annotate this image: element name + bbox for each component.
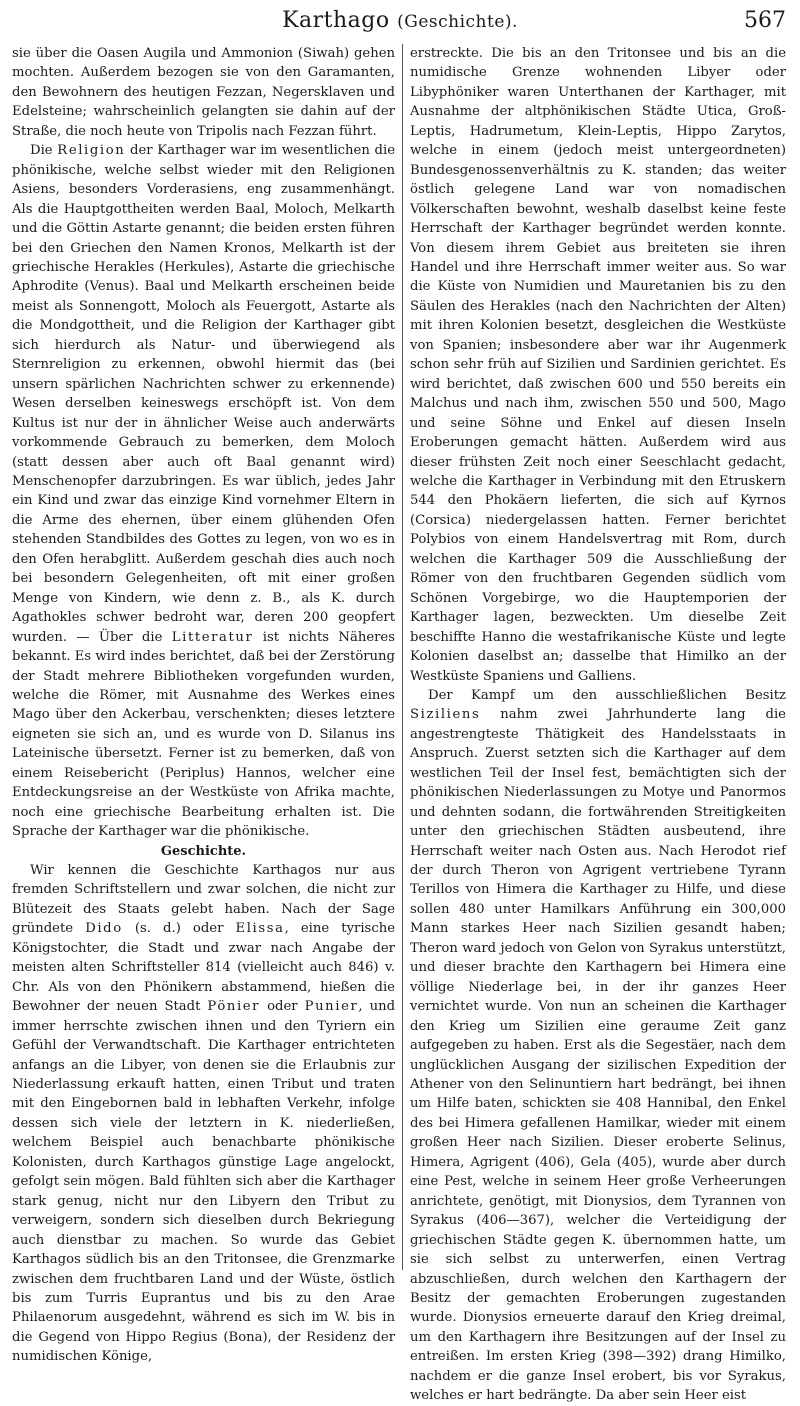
running-title-main: Karthago (282, 8, 390, 33)
running-title (0, 8, 800, 33)
running-title-sub: (Geschichte). (397, 12, 518, 32)
term-punier: Punier (304, 999, 359, 1015)
section-heading-geschichte: Geschichte. (160, 843, 247, 859)
paragraph-history-founding: Wir kennen die Geschichte Karthagos nur aus fremden Schriftstellern und zwar solchen, die nicht zur Blütezeit des Staats gelebt haben. Nach der Sage gründete Dido (s. d.) oder Elissa, eine tyrische Königstochter, die Stadt und zwar nach Angabe der meisten alten Schriftsteller 814 (vielleicht auch 846) v. Chr. Als von den Phönikern abstammend, hießen die Bewohner der neuen Stadt Pönier oder Punier, und immer herrschte zwischen ihnen und den Tyriern ein Gefühl der Verwandtschaft. Die Karthager entrichteten anfangs an die Libyer, von denen sie die Erlaubnis zur Niederlassung erkauft hatten, einen Tribut und traten mit den Eingebornen bald in lebhaften Verkehr, infolge dessen sich viele der letztern in K. niederließen, welchem Beispiel auch benachbarte phönikische Kolonisten, durch Karthagos günstige Lage angelockt, gefolgt sein mögen. Bald fühlten sich aber die Karthager stark genug, nicht nur den Libyern den Tribut zu verweigern, sondern sich dieselben durch Bekriegung auch dienstbar zu machen. So wurde das Gebiet Karthagos südlich bis an den Tritonsee, die Grenzmarke zwischen dem fruchtbaren Land und der Wüste, östlich bis zum Turris Euprantus und bis zu den Arae Philaenorum ausgedehnt, während es sich im W. bis in die Gegend von Hippo Regius (Bona), der Residenz der numidischen Könige, (12, 863, 396, 1365)
term-litteratur: Litteratur (171, 629, 254, 645)
term-religion: Religion (57, 143, 126, 159)
column-divider (402, 44, 403, 1270)
page-header (0, 6, 800, 42)
paragraph-religion: Die Religion der Karthager war im wesentlichen die phönikische, welche selbst wieder mit den Religionen Asiens, besonders Vorderasiens, eng zusammenhängt. Als die Hauptgottheiten werden Baal, Moloch, Melkarth und die Göttin Astarte genannt; die beiden ersten führen bei den Griechen den Namen Kronos, Melkarth ist der griechische Herakles (Herkules), Astarte die griechische Aphrodite (Venus). Baal und Melkarth erscheinen beide meist als Sonnengott, Moloch als Feuergott, Astarte als die Mondgottheit, und die Religion der Karthager gibt sich hierdurch als Natur- und überwiegend als Sternreligion zu erkennen, obwohl hiermit das (bei unsern spärlichen Nachrichten schwer zu erkennende) Wesen derselben keineswegs erschöpft ist. Von dem Kultus ist nur der in ähnlicher Weise auch anderwärts vorkommende Gebrauch zu bemerken, dem Moloch (statt dessen aber auch oft Baal genannt wird) Menschenopfer darzubringen. Es war üblich, jedes Jahr ein Kind und zwar das einzige Kind vornehmer Eltern in die Arme des ehernen, über einem glühenden Ofen stehenden Standbildes des Gottes zu legen, von wo es in den Ofen herabglitt. Außerdem geschah dies auch noch bei besondern Gelegenheiten, oft mit einer großen Menge von Kindern, wie denn z. B., als K. durch Agathokles schwer bedroht war, deren 200 geopfert wurden. — Über die Litteratur ist nichts Näheres bekannt. Es wird indes berichtet, daß bei der Zerstörung der Stadt mehrere Bibliotheken vorgefunden wurden, welche die Römer, mit Ausnahme des Werkes eines Mago über den Ackerbau, verschenkten; dieses letztere eigneten sie sich an, und es wurde von D. Silanus ins Lateinische übersetzt. Ferner ist zu bemerken, daß von einem Reisebericht (Periplus) Hannos, welcher eine Entdeckungsreise an der Westküste von Afrika machte, noch eine griechische Bearbeitung erhalten ist. Die Sprache der Karthager war die phönikische. (12, 143, 396, 840)
paragraph-oases: sie über die Oasen Augila und Ammonion (Siwah) gehen mochten. Außerdem bezogen sie von den Garamanten, den Bewohnern des heutigen Fezzan, Negersklaven und Edelsteine; wahrscheinlich gelangten sie dahin auf der Straße, die noch heute von Tripolis nach Fezzan führt. (12, 46, 395, 139)
page-number: 567 (744, 8, 786, 33)
term-poenier: Pönier (207, 999, 261, 1015)
paragraph-sicily: Der Kampf um den ausschließlichen Besitz Siziliens nahm zwei Jahrhunderte lang die angestrengteste Thätigkeit des Handelsstaats in Anspruch. Zuerst setzten sich die Karthager auf dem westlichen Teil der Insel fest, bemächtigten sich der phönikischen Niederlassungen zu Motye und Panormos und dehnten sodann, die fortwährenden Streitigkeiten unter den griechischen Städten ausbeutend, ihre Herrschaft weiter nach Osten aus. Nach Herodot rief der durch Theron von Agrigent vertriebene Tyrann Terillos von Himera die Karthager zu Hilfe, und diese sollen 480 unter Hamilkars Anführung ein 300,000 Mann starkes Heer nach Sizilien gesandt haben; Theron ward jedoch von Gelon von Syrakus unterstützt, und dieser brachte den Karthagern bei Himera eine völlige Niederlage bei, in der ihr ganzes Heer vernichtet wurde. Von nun an scheinen die Karthager den Krieg um Sizilien eine geraume Zeit ganz aufgegeben zu haben. Erst als die Segestäer, nach dem unglücklichen Ausgang der sizilischen Expedition der Athener von den Selinuntiern hart bedrängt, bei ihnen um Hilfe baten, schickten sie 408 Hannibal, den Enkel des bei Himera gefallenen Hamilkar, wieder mit einem großen Heer nach Sizilien. Dieser eroberte Selinus, Himera, Agrigent (406), Gela (405), wurde aber durch eine Pest, welche in seinem Heer große Verheerungen anrichtete, genötigt, mit Dionysios, dem Tyrannen von Syrakus (406—367), welcher die Verteidigung der griechischen Städte gegen K. übernommen hatte, um sie sich selbst zu unterwerfen, einen Vertrag abzuschließen, durch welchen den Karthagern der Besitz der gemachten Eroberungen zugestanden wurde. Dionysios erneuerte darauf den Krieg dreimal, um den Karthagern ihre Besitzungen auf der Insel zu entreißen. Im ersten Krieg (398—392) drang Himilko, nachdem er die ganze Insel erobert, bis vor Syrakus, welches er hart bedrängte. Da aber sein Heer eist (410, 687, 786, 1404)
right-column (410, 44, 786, 1404)
term-elissa: Elissa (235, 921, 285, 937)
term-siziliens: Siziliens (410, 707, 481, 723)
left-column (12, 44, 396, 1365)
paragraph-territory: erstreckte. Die bis an den Tritonsee und bis an die numidische Grenze wohnenden Libyer oder Libyphöniker waren Unterthanen der Karthager, mit Ausnahme der altphönikischen Städte Utica, Groß-Leptis, Hadrumetum, Klein-Leptis, Hippo Zarytos, welche in einem (jedoch meist untergeordneten) Bundesgenossenverhältnis zu K. standen; das weiter östlich gelegene Land war von nomadischen Völkerschaften bewohnt, weshalb daselbst keine feste Herrschaft der Karthager begründet werden konnte. Von diesem ihrem Gebiet aus breiteten sie ihren Handel und ihre Herrschaft immer weiter aus. So war die Küste von Numidien und Mauretanien bis zu den Säulen des Herakles (nach den Nachrichten der Alten) mit ihren Kolonien besetzt, desgleichen die Westküste von Spanien; insbesondere aber war ihr Augenmerk schon sehr früh auf Sizilien und Sardinien gerichtet. Es wird berichtet, daß zwischen 600 und 550 bereits ein Malchus und nach ihm, zwischen 550 und 500, Mago und seine Söhne und Enkel auf diesen Inseln Eroberungen gemacht hätten. Außerdem wird aus dieser frühsten Zeit noch einer Seeschlacht gedacht, welche die Karthager in Verbindung mit den Etruskern 544 den Phokäern lieferten, die sich auf Kyrnos (Corsica) niedergelassen hatten. Ferner berichtet Polybios von einem Handelsvertrag mit Rom, durch welchen die Karthager 509 die Ausschließung der Römer von den fruchtbaren Gegenden südlich vom Schönen Vorgebirge, wo die Hauptemporien der Karthager lagen, bezweckten. Um dieselbe Zeit beschiffte Hanno die westafrikanische Küste und legte Kolonien daselbst an; dasselbe that Himilko an der Westküste Spaniens und Galliens. (410, 46, 786, 684)
term-dido: Dido (85, 921, 123, 937)
